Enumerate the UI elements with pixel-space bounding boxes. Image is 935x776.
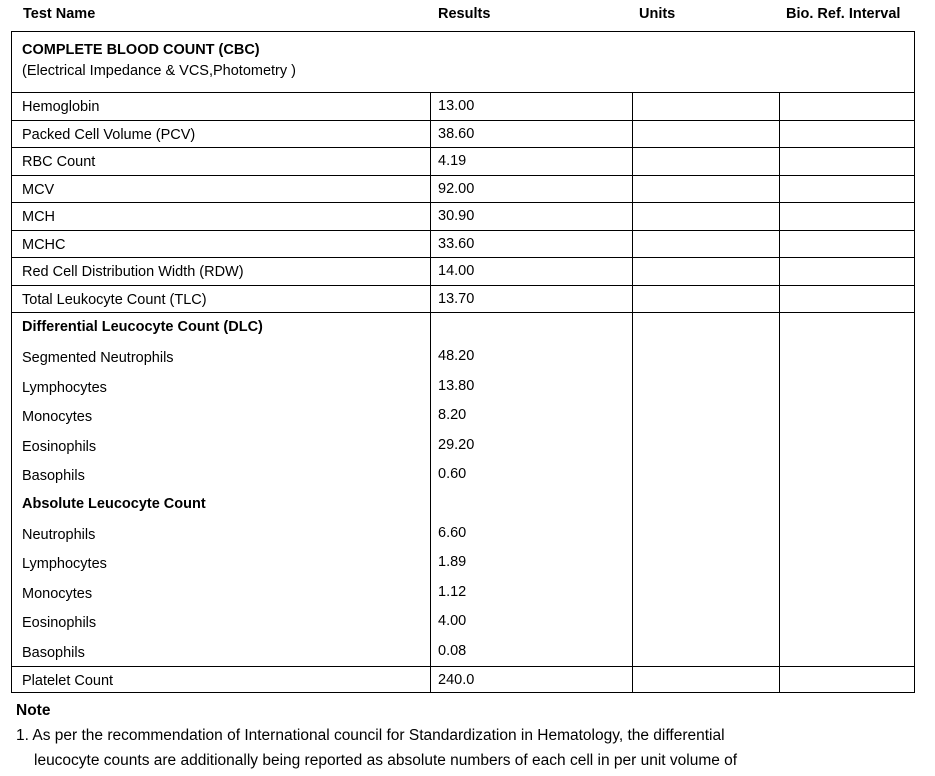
test-name: MCV <box>22 182 55 198</box>
test-result: 30.90 <box>438 208 475 224</box>
alc-item-name: Eosinophils <box>22 615 97 631</box>
dlc-item-result: 8.20 <box>438 407 467 423</box>
dlc-item-name: Monocytes <box>22 409 93 425</box>
dlc-item-result: 13.80 <box>438 378 475 394</box>
test-name: MCH <box>22 209 56 225</box>
header-results: Results <box>438 6 491 22</box>
test-result: 14.00 <box>438 263 475 279</box>
test-result: 92.00 <box>438 181 475 197</box>
test-result: 33.60 <box>438 236 475 252</box>
platelet-name: Platelet Count <box>22 673 114 689</box>
alc-item-result: 0.08 <box>438 643 467 659</box>
alc-item-name: Lymphocytes <box>22 556 107 572</box>
alc-item-name: Basophils <box>22 645 85 661</box>
header-units: Units <box>639 6 676 22</box>
section-title: COMPLETE BLOOD COUNT (CBC) <box>22 42 260 58</box>
dlc-item-name: Eosinophils <box>22 439 97 455</box>
column-divider <box>430 92 431 693</box>
section-method: (Electrical Impedance & VCS,Photometry ) <box>22 63 296 79</box>
header-test-name: Test Name <box>23 6 96 22</box>
test-name: Packed Cell Volume (PCV) <box>22 127 196 143</box>
dlc-item-result: 48.20 <box>438 348 475 364</box>
test-name: Red Cell Distribution Width (RDW) <box>22 264 244 280</box>
alc-item-result: 4.00 <box>438 613 467 629</box>
dlc-item-name: Lymphocytes <box>22 380 107 396</box>
test-result: 13.70 <box>438 291 475 307</box>
test-result: 38.60 <box>438 126 475 142</box>
platelet-result: 240.0 <box>438 672 475 688</box>
note-line-2: leucocyte counts are additionally being reported as absolute numbers of each cell in per unit volume of <box>34 752 738 769</box>
alc-item-name: Monocytes <box>22 586 93 602</box>
dlc-item-name: Basophils <box>22 468 85 484</box>
header-bio-ref-interval: Bio. Ref. Interval <box>786 6 901 22</box>
test-name: RBC Count <box>22 154 96 170</box>
note-title: Note <box>16 702 51 719</box>
test-name: Hemoglobin <box>22 99 100 115</box>
dlc-item-name: Segmented Neutrophils <box>22 350 174 366</box>
alc-item-result: 1.12 <box>438 584 467 600</box>
alc-item-name: Neutrophils <box>22 527 96 543</box>
test-result: 4.19 <box>438 153 467 169</box>
dlc-title: Differential Leucocyte Count (DLC) <box>22 319 263 335</box>
dlc-item-result: 0.60 <box>438 466 467 482</box>
column-divider <box>779 92 780 693</box>
column-divider <box>632 92 633 693</box>
test-name: MCHC <box>22 237 66 253</box>
alc-item-result: 1.89 <box>438 554 467 570</box>
note-line-1: 1. As per the recommendation of International council for Standardization in Hematology, the differential <box>16 727 725 744</box>
alc-title: Absolute Leucocyte Count <box>22 496 206 512</box>
alc-item-result: 6.60 <box>438 525 467 541</box>
test-name: Total Leukocyte Count (TLC) <box>22 292 207 308</box>
test-result: 13.00 <box>438 98 475 114</box>
dlc-item-result: 29.20 <box>438 437 475 453</box>
